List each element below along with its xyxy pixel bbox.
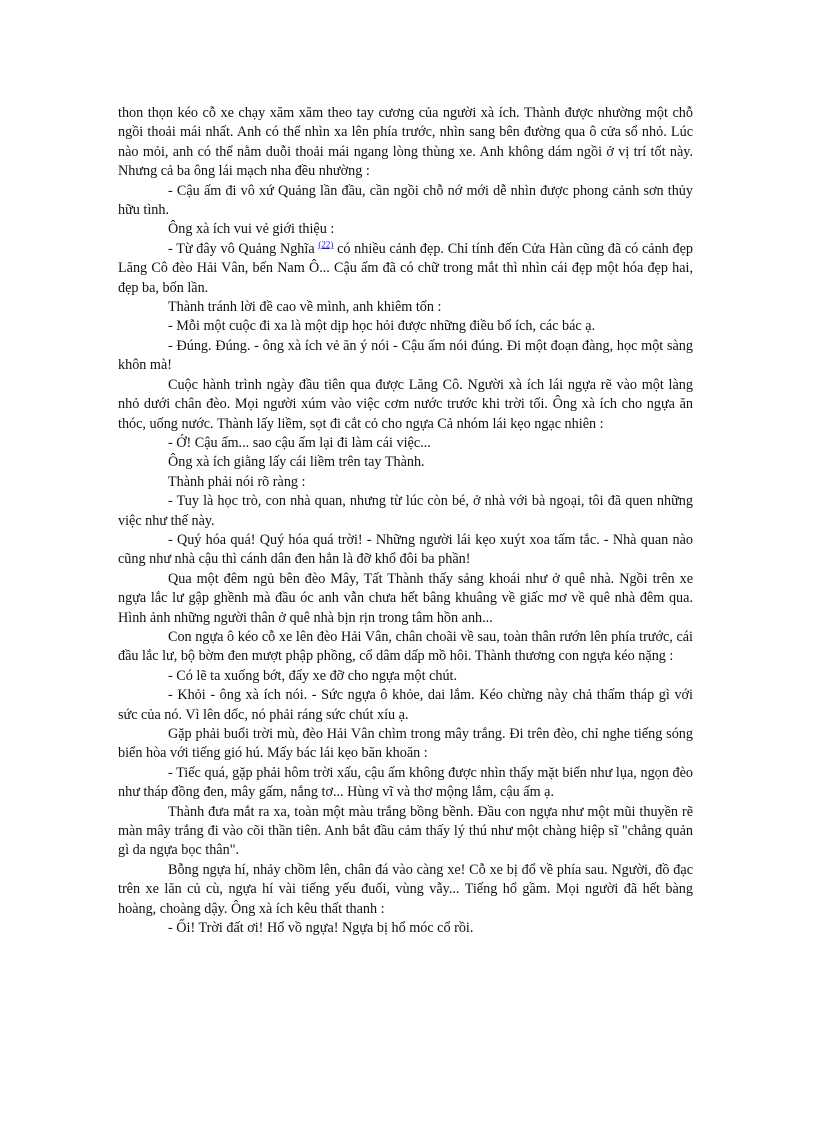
paragraph: Qua một đêm ngủ bên đèo Mây, Tất Thành thấy sảng khoái như ở quê nhà. Ngồi trên xe ngựa lắc lư gập ghềnh mà đầu óc anh vẫn chưa hết bâng khuâng về giấc mơ về quê nhà đêm qua. Hình ảnh những người thân ở quê nhà bịn rịn trong tâm hồn anh...	[118, 570, 693, 626]
paragraph: - Tuy là học trò, con nhà quan, nhưng từ lúc còn bé, ở nhà với bà ngoại, tôi đã quen những việc như thế này.	[118, 493, 693, 529]
paragraph: Ông xà ích giằng lấy cái liềm trên tay Thành.	[168, 454, 425, 471]
paragraph: - Khỏi - ông xà ích nói. - Sức ngựa ô khỏe, dai lắm. Kéo chừng này chả thấm tháp gì với sức của nó. Vì lên dốc, nó phải ráng sức chút xíu ạ.	[118, 687, 693, 723]
paragraph: - Ớ! Cậu ấm... sao cậu ấm lại đi làm cái việc...	[168, 434, 431, 451]
footnote-link[interactable]: (22)	[318, 239, 334, 250]
paragraph: - Ối! Trời đất ơi! Hổ vồ ngựa! Ngựa bị hổ móc cổ rồi.	[168, 920, 474, 937]
paragraph: Bỗng ngựa hí, nhảy chồm lên, chân đá vào càng xe! Cỗ xe bị đổ về phía sau. Người, đồ đạc trên xe lăn củ cù, ngựa hí vài tiếng yếu đuối, vùng vẫy... Tiếng hổ gầm. Mọi người đã hết bàng hoàng, choàng dậy. Ông xà ích kêu thất thanh :	[118, 861, 693, 917]
paragraph: Thành đưa mắt ra xa, toàn một màu trắng bồng bềnh. Đầu con ngựa như một mũi thuyền rẽ màn mây trắng đi vào cõi thần tiên. Anh bắt đầu cảm thấy lý thú như một chàng hiệp sĩ "chẳng quản gì da ngựa bọc thân".	[118, 803, 693, 859]
paragraph: Gặp phải buổi trời mù, đèo Hải Vân chìm trong mây trắng. Đi trên đèo, chỉ nghe tiếng sóng biển hòa với tiếng gió hú. Mấy bác lái kẹo băn khoăn :	[118, 726, 693, 762]
paragraph: - Quý hóa quá! Quý hóa quá trời! - Những người lái kẹo xuýt xoa tấm tắc. - Nhà quan nào cũng như nhà cậu thì cánh dân đen hẳn là đỡ khổ đôi ba phần!	[118, 531, 693, 568]
paragraph: - Mỗi một cuộc đi xa là một dịp học hỏi được những điều bổ ích, các bác ạ.	[168, 318, 596, 335]
paragraph-text-after-footnote: có nhiều cảnh đẹp. Chỉ tính đến Cửa Hàn cũng đã có cảnh đẹp Lăng Cô đèo Hải Vân, bến Nam Ô... Cậu ấm đã có chữ trong mắt thì nhìn cái đẹp một hóa đẹp hai, đẹp ba, bốn lần.	[118, 240, 693, 296]
paragraph: thon thọn kéo cỗ xe chạy xăm xăm theo tay cương của người xà ích. Thành được nhường một chỗ ngồi thoải mái nhất. Anh có thể nhìn xa lên phía trước, nhìn sang bên đường qua ô cửa sổ nhỏ. Lúc nào mỏi, anh có thể nằm duỗi thoải mái ngang lòng thùng xe. Anh không dám ngồi ở vị trí tốt này. Nhưng cả ba ông lái mạch nha đều nhường :	[118, 105, 693, 180]
paragraph: Con ngựa ô kéo cỗ xe lên đèo Hải Vân, chân choãi về sau, toàn thân rướn lên phía trước, cái đầu lắc lư, bộ bờm đen mượt phập phồng, cổ dâm dấp mồ hôi. Thành thương con ngựa kéo nặng :	[118, 628, 693, 665]
document-page	[118, 104, 693, 938]
paragraph: - Cậu ấm đi vô xứ Quảng lần đầu, cần ngồi chỗ nớ mới dễ nhìn được phong cảnh sơn thủy hữu tình.	[118, 182, 693, 219]
paragraph-with-footnote	[118, 240, 693, 298]
paragraph: Thành tránh lời đề cao về mình, anh khiêm tốn :	[168, 299, 442, 316]
paragraph: - Đúng. Đúng. - ông xà ích vẻ ăn ý nói - Cậu ấm nói đúng. Đi một đoạn đàng, học một sàng khôn mà!	[118, 337, 693, 374]
paragraph-text-before-footnote: - Từ đây vô Quảng Nghĩa	[168, 240, 319, 257]
paragraph: Cuộc hành trình ngày đầu tiên qua được Lăng Cô. Người xà ích lái ngựa rẽ vào một làng nhỏ dưới chân đèo. Mọi người xúm vào việc cơm nước trước khi trời tối. Ông xà ích cho ngựa ăn thóc, uống nước. Thành lấy liềm, sọt đi cắt cỏ cho ngựa Cả nhóm lái kẹo ngạc nhiên :	[118, 376, 693, 432]
paragraph: Thành phải nói rõ ràng :	[168, 473, 306, 490]
paragraph: - Tiếc quá, gặp phải hôm trời xấu, cậu ấm không được nhìn thấy mặt biển như lụa, ngọn đèo như tháp đồng đen, mây gấm, nắng tơ... Hùng vĩ và thơ mộng lắm, cậu ấm ạ.	[118, 764, 693, 801]
paragraph: Ông xà ích vui vẻ giới thiệu :	[168, 221, 335, 238]
paragraph: - Có lẽ ta xuống bớt, đẩy xe đỡ cho ngựa một chút.	[168, 667, 458, 684]
